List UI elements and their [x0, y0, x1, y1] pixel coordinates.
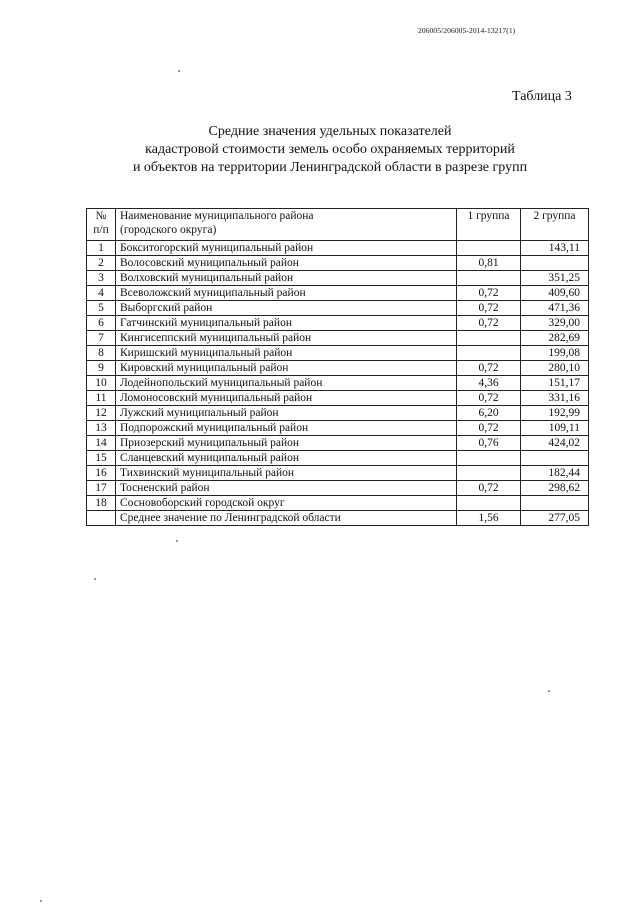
summary-row [87, 511, 589, 526]
row-number-cell: 12 [87, 406, 116, 421]
row-number-cell: 15 [87, 451, 116, 466]
summary-name-cell: Среднее значение по Ленинградской области [116, 511, 457, 526]
table-row [87, 376, 589, 391]
row-district-name-cell: Волховский муниципальный район [116, 271, 457, 286]
table-row [87, 466, 589, 481]
row-number-cell: 7 [87, 331, 116, 346]
table-label: Таблица 3 [512, 89, 572, 104]
table-row [87, 346, 589, 361]
row-group-1-cell: 0,76 [457, 436, 521, 451]
row-group-2-cell: 282,69 [521, 331, 589, 346]
table-row [87, 481, 589, 496]
row-group-2-cell: 192,99 [521, 406, 589, 421]
row-district-name-cell: Ломоносовский муниципальный район [116, 391, 457, 406]
row-group-2-cell: 424,02 [521, 436, 589, 451]
row-number-cell: 16 [87, 466, 116, 481]
row-district-name-cell: Выборгский район [116, 301, 457, 316]
row-group-2-cell: 351,25 [521, 271, 589, 286]
row-group-2-cell: 329,00 [521, 316, 589, 331]
row-group-1-cell: 0,72 [457, 316, 521, 331]
row-group-2-cell [521, 451, 589, 466]
row-group-2-cell: 199,08 [521, 346, 589, 361]
row-group-2-cell: 280,10 [521, 361, 589, 376]
row-group-1-cell [457, 271, 521, 286]
row-district-name-cell: Лужский муниципальный район [116, 406, 457, 421]
table-row [87, 271, 589, 286]
table-row [87, 496, 589, 511]
row-number-cell: 9 [87, 361, 116, 376]
table-row [87, 361, 589, 376]
row-number-cell: 14 [87, 436, 116, 451]
row-group-1-cell: 0,72 [457, 391, 521, 406]
document-id: 206005/206005-2014-13217(1) [418, 26, 516, 35]
row-group-2-cell: 471,36 [521, 301, 589, 316]
row-district-name-cell: Бокситогорский муниципальный район [116, 241, 457, 256]
table-row [87, 406, 589, 421]
row-group-1-cell [457, 496, 521, 511]
row-group-2-cell: 298,62 [521, 481, 589, 496]
row-group-2-cell [521, 496, 589, 511]
row-number-cell: 13 [87, 421, 116, 436]
scan-speck [94, 578, 96, 580]
row-group-1-cell [457, 466, 521, 481]
row-group-1-cell: 0,81 [457, 256, 521, 271]
row-district-name-cell: Сосновоборский городской округ [116, 496, 457, 511]
row-number-cell: 11 [87, 391, 116, 406]
row-district-name-cell: Лодейнопольский муниципальный район [116, 376, 457, 391]
row-group-2-cell [521, 256, 589, 271]
row-number-cell: 8 [87, 346, 116, 361]
row-group-1-cell [457, 241, 521, 256]
row-group-1-cell [457, 346, 521, 361]
row-district-name-cell: Сланцевский муниципальный район [116, 451, 457, 466]
table-header-row [87, 209, 589, 241]
row-district-name-cell: Гатчинский муниципальный район [116, 316, 457, 331]
row-district-name-cell: Тихвинский муниципальный район [116, 466, 457, 481]
row-number-cell: 17 [87, 481, 116, 496]
row-number-cell: 1 [87, 241, 116, 256]
table-row [87, 421, 589, 436]
table-title [60, 123, 600, 177]
row-group-1-cell: 0,72 [457, 361, 521, 376]
row-group-1-cell: 0,72 [457, 481, 521, 496]
header-district-name: Наименование муниципального района (городского округа) [116, 209, 457, 241]
row-group-2-cell: 409,60 [521, 286, 589, 301]
row-district-name-cell: Тосненский район [116, 481, 457, 496]
table-row [87, 451, 589, 466]
table-row [87, 286, 589, 301]
table-row [87, 331, 589, 346]
row-number-cell: 4 [87, 286, 116, 301]
table-row [87, 316, 589, 331]
scan-speck [548, 690, 550, 692]
row-group-2-cell: 143,11 [521, 241, 589, 256]
row-group-1-cell: 0,72 [457, 286, 521, 301]
summary-group-1-cell: 1,56 [457, 511, 521, 526]
summary-number-cell [87, 511, 116, 526]
row-district-name-cell: Кингисеппский муниципальный район [116, 331, 457, 346]
row-group-1-cell: 0,72 [457, 421, 521, 436]
summary-group-2-cell: 277,05 [521, 511, 589, 526]
row-group-2-cell: 151,17 [521, 376, 589, 391]
row-group-2-cell: 109,11 [521, 421, 589, 436]
row-group-2-cell: 182,44 [521, 466, 589, 481]
row-group-1-cell: 6,20 [457, 406, 521, 421]
row-number-cell: 6 [87, 316, 116, 331]
table-row [87, 256, 589, 271]
cadastral-values-table [86, 208, 589, 526]
title-line-1: Средние значения удельных показателей [208, 124, 452, 139]
row-district-name-cell: Всеволожский муниципальный район [116, 286, 457, 301]
row-group-1-cell: 4,36 [457, 376, 521, 391]
table-row [87, 436, 589, 451]
row-number-cell: 2 [87, 256, 116, 271]
table-row [87, 391, 589, 406]
table-row [87, 241, 589, 256]
row-group-1-cell [457, 451, 521, 466]
row-group-2-cell: 331,16 [521, 391, 589, 406]
row-district-name-cell: Волосовский муниципальный район [116, 256, 457, 271]
scan-speck [40, 900, 42, 902]
row-group-1-cell: 0,72 [457, 301, 521, 316]
title-line-2: кадастровой стоимости земель особо охраняемых территорий [145, 142, 515, 157]
row-number-cell: 10 [87, 376, 116, 391]
table-body [87, 241, 589, 511]
table-row [87, 301, 589, 316]
row-number-cell: 3 [87, 271, 116, 286]
header-number: № п/п [87, 209, 116, 241]
scan-speck [176, 540, 178, 542]
scan-speck [178, 70, 180, 72]
row-group-1-cell [457, 331, 521, 346]
row-district-name-cell: Подпорожский муниципальный район [116, 421, 457, 436]
title-line-3: и объектов на территории Ленинградской области в разрезе групп [132, 160, 528, 175]
row-district-name-cell: Киришский муниципальный район [116, 346, 457, 361]
row-number-cell: 18 [87, 496, 116, 511]
row-district-name-cell: Приозерский муниципальный район [116, 436, 457, 451]
header-group-1: 1 группа [457, 209, 521, 241]
header-group-2: 2 группа [521, 209, 589, 241]
row-district-name-cell: Кировский муниципальный район [116, 361, 457, 376]
row-number-cell: 5 [87, 301, 116, 316]
